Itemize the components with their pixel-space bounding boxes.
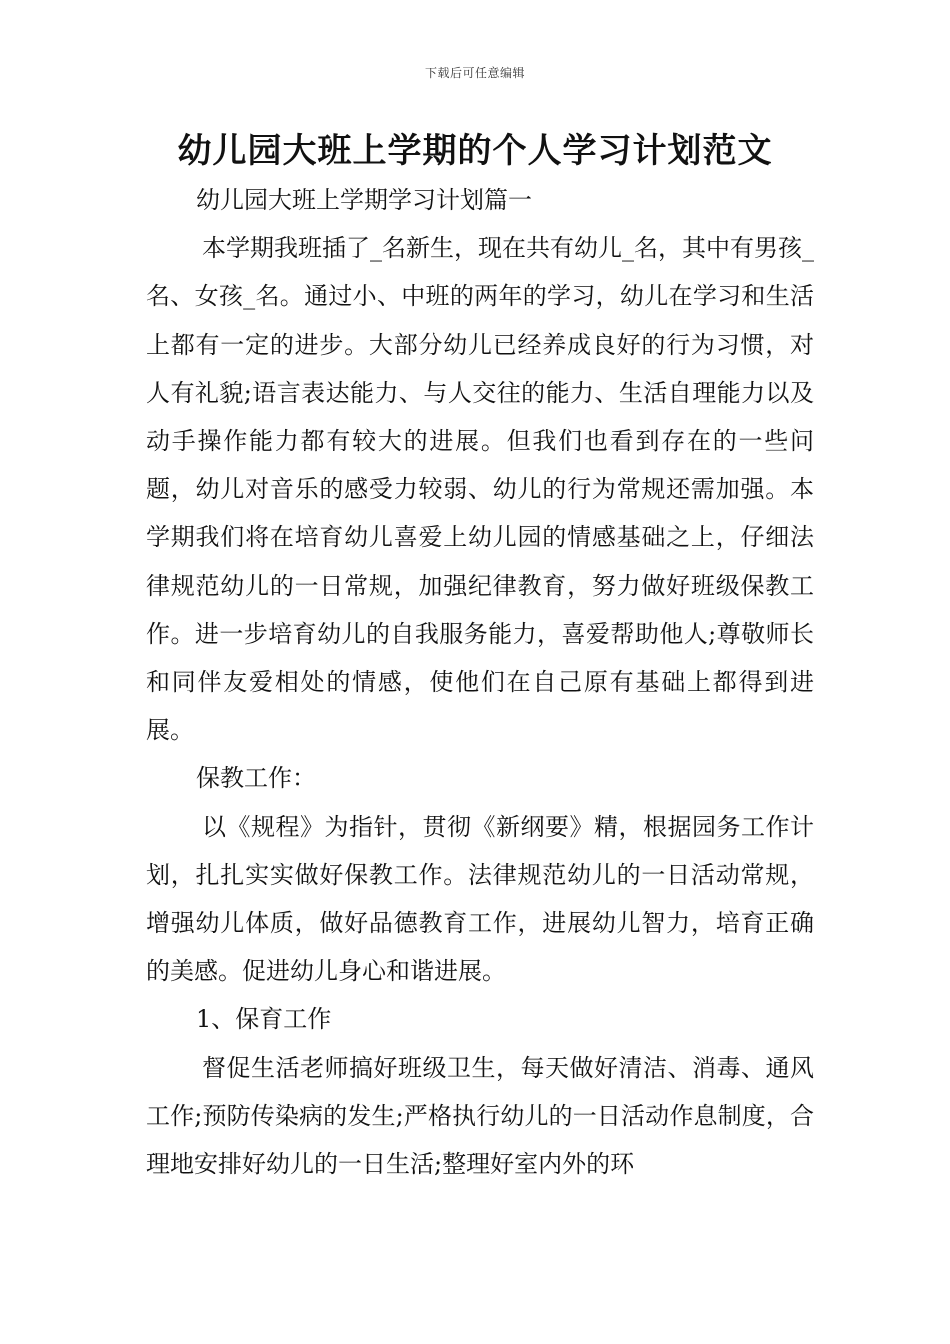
paragraph-care-education: 以《规程》为指针，贯彻《新纲要》精，根据园务工作计划，扎扎实实做好保教工作。法律规范幼儿的一日活动常规，增强幼儿体质，做好品德教育工作，进展幼儿智力，培育正确的美感。促进幼儿身心和谐进展。 <box>146 812 814 986</box>
document-title: 幼儿园大班上学期的个人学习计划范文 <box>177 131 773 171</box>
paragraph-nursing: 督促生活老师搞好班级卫生，每天做好清洁、消毒、通风工作;预防传染病的发生;严格执行幼儿的一日活动作息制度，合理地安排好幼儿的一日生活;整理好室内外的环 <box>146 1053 814 1179</box>
section-heading-nursing: 1、保育工作 <box>196 1005 332 1034</box>
section-heading-care-education: 保教工作： <box>196 764 316 793</box>
paragraph-intro: 本学期我班插了_名新生，现在共有幼儿_名，其中有男孩_名、女孩_名。通过小、中班的两年的学习，幼儿在学习和生活上都有一定的进步。大部分幼儿已经养成良好的行为习惯，对人有礼貌;语言表达能力、与人交往的能力、生活自理能力以及动手操作能力都有较大的进展。但我们也看到存在的一些问题，幼儿对音乐的感受力较弱、幼儿的行为常规还需加强。本学期我们将在培育幼儿喜爱上幼儿园的情感基础之上，仔细法律规范幼儿的一日常规，加强纪律教育，努力做好班级保教工作。进一步培育幼儿的自我服务能力，喜爱帮助他人;尊敬师长和同伴友爱相处的情感，使他们在自己原有基础上都得到进展。 <box>146 234 814 745</box>
document-body <box>146 176 814 1188</box>
header-note: 下载后可任意编辑 <box>424 66 525 80</box>
section-heading-plan: 幼儿园大班上学期学习计划篇一 <box>196 186 532 214</box>
